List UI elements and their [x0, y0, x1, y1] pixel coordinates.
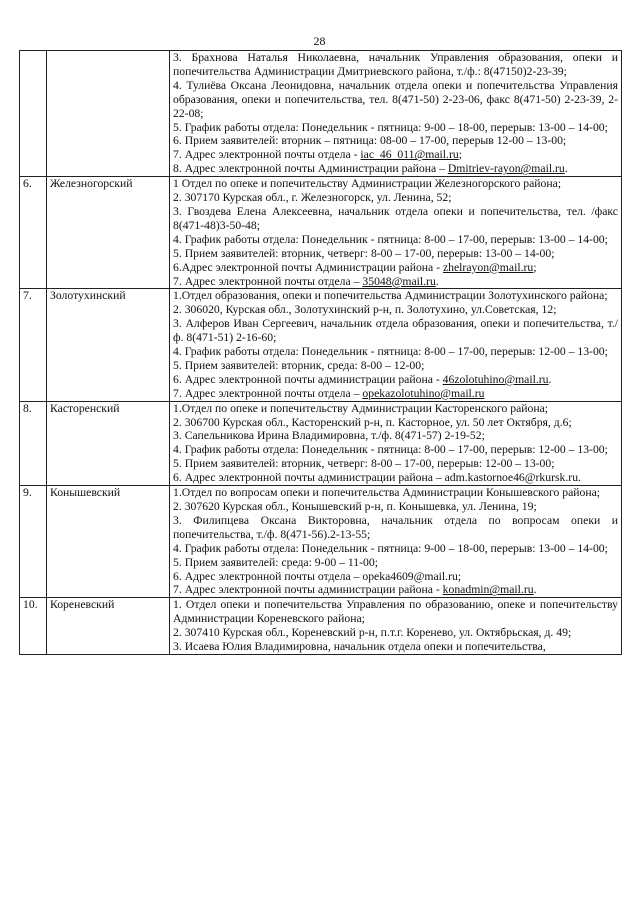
email-link[interactable]: 35048@mail.ru — [362, 274, 436, 288]
info-text: 7. Адрес электронной почты администрации района - — [173, 583, 443, 597]
info-text: 3. Брахнова Наталья Николаевна, начальник Управления образования, опеки и попечительства Администрации Дмитриевского района, т./ф.: 8(47150)2-23-39; — [173, 51, 618, 78]
info-line — [173, 457, 618, 471]
row-number: 7. — [20, 289, 47, 401]
info-line — [173, 416, 618, 430]
info-text: 4. График работы отдела: Понедельник - пятница: 9-00 – 18-00, перерыв: 13-00 – 14-00; — [173, 541, 608, 555]
email-link[interactable]: konadmin@mail.ru — [442, 583, 534, 597]
table-row — [20, 486, 622, 598]
info-text: 1. Отдел опеки и попечительства Управления по образованию, опеке и попечительству Администрации Кореневского района; — [173, 598, 618, 626]
info-text: 4. График работы отдела: Понедельник - пятница: 8-00 – 17-00, перерыв: 12-00 – 13-00; — [173, 443, 608, 457]
info-text: 7. Адрес электронной почты отдела – — [173, 386, 363, 400]
info-text: 5. Прием заявителей: вторник, среда: 8-00 – 12-00; — [173, 358, 425, 372]
info-line — [173, 303, 618, 317]
info-line — [173, 79, 618, 121]
info-text: 6. Прием заявителей: вторник – пятница: 08-00 – 17-00, перерыв 12-00 – 13-00; — [173, 134, 567, 148]
email-link[interactable]: zhelrayon@mail.ru — [442, 260, 534, 274]
info-text: 3. Гвоздева Елена Алексеевна, начальник отдела опеки и попечительства, тел. /факс 8(471-48)3-50-48; — [173, 204, 618, 232]
info-line — [173, 556, 618, 570]
district-name: Конышевский — [47, 486, 170, 598]
info-line — [173, 514, 618, 542]
info-line — [173, 148, 618, 162]
info-text: 3. Филипцева Оксана Викторовна, начальник отдела по вопросам опеки и попечительства, т./ф. 8(471-56).2-13-55; — [173, 513, 618, 541]
row-number: 10. — [20, 598, 47, 655]
info-line — [173, 486, 618, 500]
table-row — [20, 401, 622, 485]
district-info — [170, 289, 622, 401]
info-text: 1.Отдел по вопросам опеки и попечительства Администрации Конышевского района; — [173, 486, 601, 500]
email-link[interactable]: 46zolotuhino@mail.ru — [442, 372, 549, 386]
info-line — [173, 261, 618, 275]
info-line — [173, 162, 618, 176]
contacts-table — [19, 50, 622, 655]
page-number: 28 — [313, 34, 326, 48]
info-text: 1.Отдел образования, опеки и попечительства Администрации Золотухинского района; — [173, 289, 608, 303]
info-line — [173, 500, 618, 514]
info-text: 2. 307410 Курская обл., Кореневский р-н, п.т.г. Коренево, ул. Октябрьская, д. 49; — [173, 626, 572, 640]
info-line — [173, 598, 618, 626]
info-text: 2. 306020, Курская обл., Золотухинский р-н, п. Золотухино, ул.Советская, 12; — [173, 303, 557, 317]
info-text: 1.Отдел по опеке и попечительству Администрации Касторенского района; — [173, 401, 549, 415]
district-info — [170, 51, 622, 177]
info-text: 5. Прием заявителей: вторник, четверг: 8-00 – 17-00, перерыв: 12-00 – 13-00; — [173, 457, 555, 471]
row-number: 6. — [20, 177, 47, 289]
info-line — [173, 443, 618, 457]
info-text: 2. 307170 Курская обл., г. Железногорск, ул. Ленина, 52; — [173, 191, 452, 205]
row-number: 8. — [20, 401, 47, 485]
info-text: 4. График работы отдела: Понедельник - пятница: 8-00 – 17-00, перерыв: 12-00 – 13-00; — [173, 345, 608, 359]
info-text: 5. Прием заявителей: вторник, четверг: 8-00 – 17-00, перерыв: 13-00 – 14-00; — [173, 246, 555, 260]
info-line — [173, 640, 618, 654]
info-text: 7. Адрес электронной почты отдела - — [173, 148, 361, 162]
info-line — [173, 626, 618, 640]
district-name: Кореневский — [47, 598, 170, 655]
district-name: Золотухинский — [47, 289, 170, 401]
info-line — [173, 542, 618, 556]
info-suffix: . — [435, 274, 439, 288]
email-link[interactable]: Dmitriev-rayon@mail.ru — [447, 162, 565, 176]
district-name: Железногорский — [47, 177, 170, 289]
info-line — [173, 429, 618, 443]
info-line — [173, 134, 618, 148]
info-line — [173, 233, 618, 247]
district-name — [47, 51, 170, 177]
district-name: Касторенский — [47, 401, 170, 485]
info-text: 2. 307620 Курская обл., Конышевский р-н, п. Конышевка, ул. Ленина, 19; — [173, 500, 537, 513]
info-line — [173, 570, 618, 584]
info-text: 4. Тулиёва Оксана Леонидовна, начальник отдела опеки и попечительства Управления образования, опеки и попечительства, тел. 8(471-50) 2-23-06, факс 8(471-50) 2-23-39, 2-22-08; — [173, 78, 618, 120]
info-text: 2. 306700 Курская обл., Касторенский р-н, п. Касторное, ул. 50 лет Октября, д.6; — [173, 415, 572, 429]
district-info — [170, 401, 622, 485]
info-line — [173, 373, 618, 387]
info-text: 3. Сапельникова Ирина Владимировна, т./ф. 8(471-57) 2-19-52; — [173, 429, 485, 443]
info-line — [173, 345, 618, 359]
info-line — [173, 51, 618, 79]
info-line — [173, 247, 618, 261]
info-line — [173, 177, 618, 191]
email-link[interactable]: iac_46_011@mail.ru — [360, 148, 459, 162]
email-link[interactable]: opekazolotuhino@mail.ru — [362, 386, 485, 400]
info-suffix: . — [533, 583, 537, 597]
info-text: 7. Адрес электронной почты отдела – — [173, 274, 363, 288]
info-text: 6. Адрес электронной почты отдела – opeka4609@mail.ru; — [173, 569, 462, 583]
info-line — [173, 471, 618, 485]
info-text: 6. Адрес электронной почты администрации района – adm.kastornoe46@rkursk.ru. — [173, 471, 581, 485]
district-info — [170, 486, 622, 598]
info-text: 6. Адрес электронной почты администрации района - — [173, 372, 443, 386]
info-text: 3. Исаева Юлия Владимировна, начальник отдела опеки и попечительства, — [173, 640, 546, 654]
info-text: 1 Отдел по опеке и попечительству Администрации Железногорского района; — [173, 177, 562, 191]
info-text: 3. Алферов Иван Сергеевич, начальник отдела образования, опеки и попечительства, т./ф. 8(471-51) 2-16-60; — [173, 317, 618, 345]
info-line — [173, 583, 618, 597]
row-number: 9. — [20, 486, 47, 598]
info-line — [173, 402, 618, 416]
info-line — [173, 121, 618, 135]
info-text: 8. Адрес электронной почты Администрации района – — [173, 162, 448, 176]
info-suffix: . — [564, 162, 568, 176]
info-line — [173, 191, 618, 205]
district-info — [170, 177, 622, 289]
table-row — [20, 598, 622, 655]
info-suffix: . — [548, 372, 552, 386]
info-text: 5. График работы отдела: Понедельник - пятница: 9-00 – 18-00, перерыв: 13-00 – 14-00; — [173, 120, 608, 134]
info-suffix: ; — [533, 260, 537, 274]
table-row — [20, 289, 622, 401]
info-line — [173, 387, 618, 401]
info-line — [173, 205, 618, 233]
table-row — [20, 51, 622, 177]
info-text: 5. Прием заявителей: среда: 9-00 – 11-00; — [173, 555, 378, 569]
info-text: 6.Адрес электронной почты Администрации района - — [173, 260, 443, 274]
info-line — [173, 317, 618, 345]
district-info — [170, 598, 622, 655]
info-suffix: ; — [458, 148, 462, 162]
info-line — [173, 275, 618, 289]
info-line — [173, 289, 618, 303]
info-text: 4. График работы отдела: Понедельник - пятница: 8-00 – 17-00, перерыв: 13-00 – 14-00; — [173, 232, 608, 246]
info-line — [173, 359, 618, 373]
table-row — [20, 177, 622, 289]
row-number — [20, 51, 47, 177]
